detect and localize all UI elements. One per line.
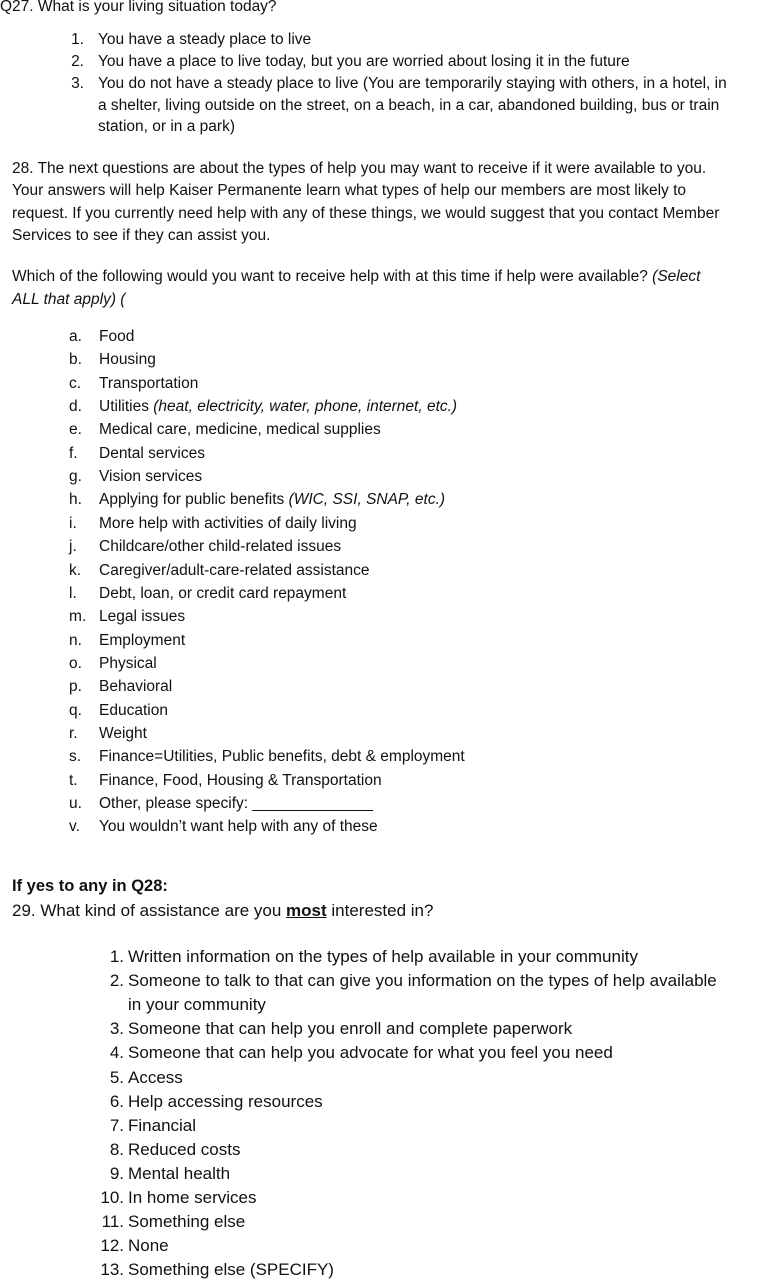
q28-option-letter: h. (69, 491, 82, 509)
q29-option-text: In home services (128, 1188, 257, 1207)
q28-option-text (99, 747, 465, 767)
q28-option-letter: v. (69, 818, 80, 836)
q28-option-label: Food (99, 328, 135, 345)
q29-option-num: 1. (109, 947, 124, 966)
q28-option-text (99, 420, 381, 440)
q29-option-text: Someone that can help you advocate for what you feel you need (128, 1043, 613, 1063)
q28-option-label: Finance, Food, Housing & Transportation (99, 771, 382, 789)
q28-option-label: Debt, loan, or credit card repayment (99, 584, 347, 602)
q29-title-start: 29. What kind of assistance are you (12, 901, 287, 920)
q29-option-num: 7. (109, 1115, 124, 1135)
q28-option-label: Physical (99, 654, 157, 672)
q28-option-letter: c. (69, 374, 82, 392)
q28-option-label: Vision services (99, 468, 203, 486)
q29-option-text: Mental health (128, 1163, 231, 1183)
q28-option-label: Dental services (99, 444, 205, 462)
q27-option-number: 3. (71, 75, 84, 92)
q28-intro-line: Your answers will help Kaiser Permanente learn what types of help our members are most likely to (12, 182, 686, 200)
q29-option-text: None (128, 1236, 169, 1256)
q28-option-letter: b. (69, 351, 82, 369)
q29-option-num: 4. (109, 1043, 124, 1063)
q29-option-text: Something else (SPECIFY) (128, 1260, 334, 1280)
q27-option-number: 1. (71, 31, 84, 48)
q29-option-text: Someone to talk to that can give you information on the types of help available (128, 971, 717, 991)
q28-option-label: Legal issues (99, 608, 186, 626)
q29-title-emphasis: most (286, 901, 327, 920)
q29-option-num: 6. (109, 1091, 124, 1111)
q28-option-letter: i. (69, 514, 77, 532)
q29-option-num: 9. (109, 1163, 124, 1183)
q28-question-line2: ALL that apply) ( (12, 291, 126, 308)
q28-option-label: Housing (99, 351, 156, 369)
q28-option-text (99, 350, 156, 370)
q27-option-text: station, or in a park) (98, 118, 235, 135)
q29-option-text: Financial (128, 1115, 197, 1135)
q28-option-label: Caregiver/adult-care-related assistance (99, 561, 370, 579)
q29-option-num: 13. (100, 1260, 124, 1280)
q28-option-text (99, 607, 185, 627)
q28-option-text (99, 467, 202, 487)
q28-option-letter: l. (69, 584, 77, 602)
q28-option-text (99, 561, 370, 581)
q28-option-label: Childcare/other child-related issues (99, 538, 342, 556)
q29-option-text: Written information on the types of help available in your community (128, 947, 638, 966)
q29-option-text: Access (128, 1067, 183, 1087)
q28-option-label: Other, please specify: ______________ (99, 795, 374, 812)
q28-intro-line: Services to see if they can assist you. (12, 226, 271, 244)
q28-option-letter: r. (69, 724, 78, 742)
q29-option-text: Help accessing resources (128, 1091, 323, 1111)
q27-option-text: a shelter, living outside on the street, on a beach, in a car, abandoned building, bus or train (98, 96, 720, 114)
q28-question-text: Which of the following would you want to receive help with at this time if help were available? (12, 268, 648, 285)
q28-option-label: Education (99, 701, 168, 719)
q28-option-letter: e. (69, 421, 82, 439)
q28-option-letter: o. (69, 654, 82, 672)
q28-option-examples: (heat, electricity, water, phone, internet, etc.) (153, 398, 458, 416)
q29-option-text: Something else (128, 1212, 246, 1232)
q29-option-num: 5. (109, 1067, 124, 1087)
q29-option-num: 2. (109, 971, 124, 991)
q27-option-number: 2. (71, 53, 84, 70)
q28-option-text (99, 724, 147, 744)
q29-option-text: Reduced costs (128, 1139, 241, 1159)
q29-option-num: 3. (109, 1019, 124, 1039)
q28-option-letter: q. (69, 701, 82, 719)
q28-option-examples: (WIC, SSI, SNAP, etc.) (288, 491, 446, 509)
q28-option-label: Weight (99, 724, 147, 742)
q28-option-letter: a. (69, 328, 82, 345)
q29-option-text: in your community (128, 995, 266, 1015)
q28-option-text (99, 701, 168, 721)
q27-option-text: You have a steady place to live (98, 31, 312, 48)
q28-option-text (99, 397, 457, 417)
q28-question-select-note: (Select (652, 268, 701, 285)
q28-option-letter: m. (69, 608, 87, 626)
q28-option-letter: d. (69, 398, 82, 416)
q28-option-label: Finance=Utilities, Public benefits, debt & employment (99, 748, 465, 766)
q28-option-label: More help with activities of daily living (99, 514, 357, 532)
q28-option-label: Applying for public benefits (99, 491, 289, 509)
q29-title (12, 900, 433, 922)
q29-option-num: 8. (109, 1139, 124, 1159)
q29-option-num: 12. (100, 1236, 124, 1256)
q28-option-text (99, 817, 378, 837)
q28-option-letter: f. (69, 444, 78, 462)
q28-option-text (99, 444, 205, 464)
q29-option-num: 10. (100, 1188, 124, 1207)
q28-option-letter: s. (69, 748, 82, 766)
q28-intro-line: request. If you currently need help with any of these things, we would suggest that you contact Member (12, 204, 720, 222)
q28-option-text (99, 374, 198, 394)
q28-option-text (99, 677, 172, 697)
q28-question-line1 (12, 266, 700, 288)
q28-option-text (99, 327, 134, 347)
q28-intro-line: 28. The next questions are about the types of help you may want to receive if it were available to you. (12, 160, 707, 177)
q28-option-label: Behavioral (99, 678, 173, 696)
q28-option-letter: g. (69, 468, 82, 486)
q28-option-letter: u. (69, 795, 82, 812)
q29-condition: If yes to any in Q28: (12, 877, 168, 895)
q27-option-text: You do not have a steady place to live (You are temporarily staying with others, in a hotel, in (98, 75, 727, 92)
q28-option-label: Transportation (99, 374, 199, 392)
q28-option-label: Employment (99, 631, 186, 649)
q28-option-letter: k. (69, 561, 82, 579)
q28-option-letter: p. (69, 678, 82, 696)
q28-option-text (99, 654, 157, 674)
q29-option-text: Someone that can help you enroll and complete paperwork (128, 1019, 573, 1039)
q28-option-text (99, 537, 341, 557)
q28-option-text (99, 794, 373, 814)
q28-option-letter: n. (69, 631, 82, 649)
q28-option-text (99, 490, 445, 510)
q28-option-letter: j. (69, 538, 77, 556)
q28-option-text (99, 631, 185, 651)
q28-option-letter: t. (69, 771, 78, 789)
q28-option-label: Utilities (99, 398, 154, 416)
q28-option-label: Medical care, medicine, medical supplies (99, 421, 381, 439)
q27-option-text: You have a place to live today, but you are worried about losing it in the future (98, 53, 630, 70)
q29-title-end: interested in? (326, 901, 434, 920)
q28-option-text (99, 771, 382, 791)
q28-option-label: You wouldn’t want help with any of these (99, 818, 378, 836)
q28-option-text (99, 514, 357, 534)
q29-option-num: 11. (101, 1212, 124, 1232)
q27-title: Q27. What is your living situation today? (0, 0, 277, 15)
q28-option-text (99, 584, 346, 604)
